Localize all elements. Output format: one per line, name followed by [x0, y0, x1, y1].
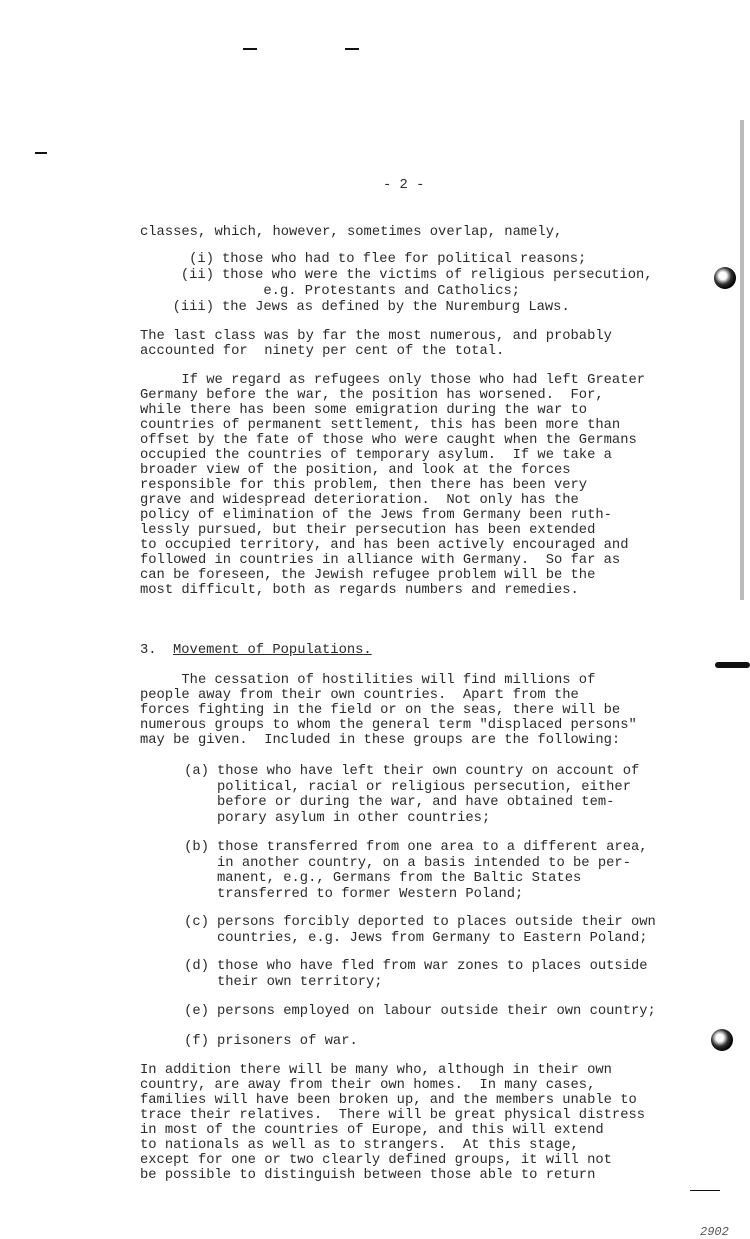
text-line: their own territory; [217, 974, 383, 990]
text-line: porary asylum in other countries; [217, 810, 491, 826]
list-item-text [217, 1034, 358, 1050]
section-number: 3. [140, 643, 157, 658]
text-line: persons employed on labour outside their own country; [217, 1004, 656, 1019]
text-line: country, are away from their own homes. In many cases, [140, 1078, 596, 1093]
page-number: 2902 [700, 1225, 729, 1239]
scan-mark [715, 662, 750, 668]
list-item-text [222, 268, 653, 299]
item-label: (c) [184, 915, 209, 930]
text-line: forces fighting in the field or on the seas, there will be [140, 703, 621, 718]
text-line: trace their relatives. There will be great physical distress [140, 1108, 646, 1123]
text-line: numerous groups to whom the general term "displaced persons" [140, 718, 637, 733]
text-line: offset by the fate of those who were caught when the Germans [140, 433, 637, 448]
text-line: those transferred from one area to a different area, [217, 840, 648, 855]
text-line: people away from their own countries. Apart from the [140, 688, 579, 703]
text-line: manent, e.g., Germans from the Baltic States [217, 871, 582, 886]
text-line: those who had to flee for political reasons; [222, 252, 587, 267]
text-line: prisoners of war. [217, 1034, 358, 1049]
punch-hole [714, 267, 736, 289]
text-line: policy of elimination of the Jews from Germany been ruth- [140, 508, 612, 523]
text-line: most difficult, both as regards numbers and remedies. [140, 583, 579, 598]
scan-mark [345, 48, 359, 50]
list-item-text [217, 840, 648, 902]
text-line: before or during the war, and have obtained tem- [217, 795, 615, 810]
text-line: be possible to distinguish between those able to return [140, 1168, 596, 1183]
text-line: e.g. Protestants and Catholics; [222, 283, 521, 299]
text-line: in another country, on a basis intended to be per- [217, 855, 631, 871]
text-line: countries of permanent settlement, this has been more than [140, 418, 621, 433]
text-line: those who have fled from war zones to places outside [217, 959, 648, 974]
item-label: (b) [184, 840, 209, 855]
text-line: can be foreseen, the Jewish refugee problem will be the [140, 568, 596, 583]
text-line: to occupied territory, and has been actively encouraged and [140, 538, 629, 553]
text-line: occupied the countries of temporary asylum. If we take a [140, 448, 612, 463]
last-class-paragraph [140, 329, 612, 359]
text-line: broader view of the position, and look at the forces [140, 463, 571, 478]
text-line: those who have left their own country on account of [217, 764, 640, 779]
item-label: (iii) [172, 300, 214, 315]
list-item-text [217, 1004, 656, 1020]
item-label: (ii) [180, 268, 214, 283]
text-line: while there has been some emigration during the war to [140, 403, 588, 418]
item-label: (e) [184, 1004, 209, 1019]
text-line: Germany before the war, the position has worsened. For, [140, 388, 604, 403]
text-line: In addition there will be many who, although in their own [140, 1063, 612, 1078]
text-line: may be given. Included in these groups are the following: [140, 733, 621, 748]
item-label: (d) [184, 959, 209, 974]
text-line: in most of the countries of Europe, and this will extend [140, 1123, 604, 1138]
text-line: If we regard as refugees only those who had left Greater [140, 373, 646, 388]
page-marker: - 2 - [383, 178, 425, 193]
text-line: the Jews as defined by the Nuremburg Laws. [222, 300, 570, 315]
text-line: grave and widespread deterioration. Not only has the [140, 493, 579, 508]
text-line: except for one or two clearly defined groups, it will not [140, 1153, 612, 1168]
scan-mark [243, 48, 257, 50]
text-line: transferred to former Western Poland; [217, 886, 524, 902]
text-line: families will have been broken up, and the members unable to [140, 1093, 637, 1108]
list-item-text [222, 300, 570, 316]
item-label: (f) [184, 1034, 209, 1049]
text-line: those who were the victims of religious persecution, [222, 268, 653, 283]
text-line: persons forcibly deported to places outside their own [217, 915, 656, 930]
list-item-text [217, 915, 656, 946]
punch-hole [711, 1029, 733, 1051]
text-line: accounted for ninety per cent of the total. [140, 344, 505, 359]
text-line: followed in countries in alliance with Germany. So far as [140, 553, 621, 568]
text-line: countries, e.g. Jews from Germany to Eastern Poland; [217, 930, 648, 946]
text-line: The cessation of hostilities will find millions of [140, 673, 596, 688]
item-label: (a) [184, 764, 209, 779]
list-item-text [217, 959, 648, 990]
text-line: to nationals as well as to strangers. At this stage, [140, 1138, 579, 1153]
scan-mark [740, 120, 744, 600]
text-line: political, racial or religious persecution, either [217, 779, 631, 795]
item-label: (i) [189, 252, 214, 267]
scan-mark [690, 1190, 720, 1191]
list-item-text [217, 764, 639, 826]
scan-mark [35, 152, 47, 154]
refugees-paragraph [140, 374, 645, 599]
addition-paragraph [140, 1063, 645, 1183]
text-line: responsible for this problem, then there has been very [140, 478, 588, 493]
section-title: Movement of Populations. [173, 643, 372, 658]
text-line: The last class was by far the most numerous, and probably [140, 329, 612, 344]
list-item-text [222, 252, 586, 268]
intro-line: classes, which, however, sometimes overlap, namely, [140, 225, 563, 240]
movement-paragraph [140, 673, 637, 748]
text-line: lessly pursued, but their persecution has been extended [140, 523, 596, 538]
